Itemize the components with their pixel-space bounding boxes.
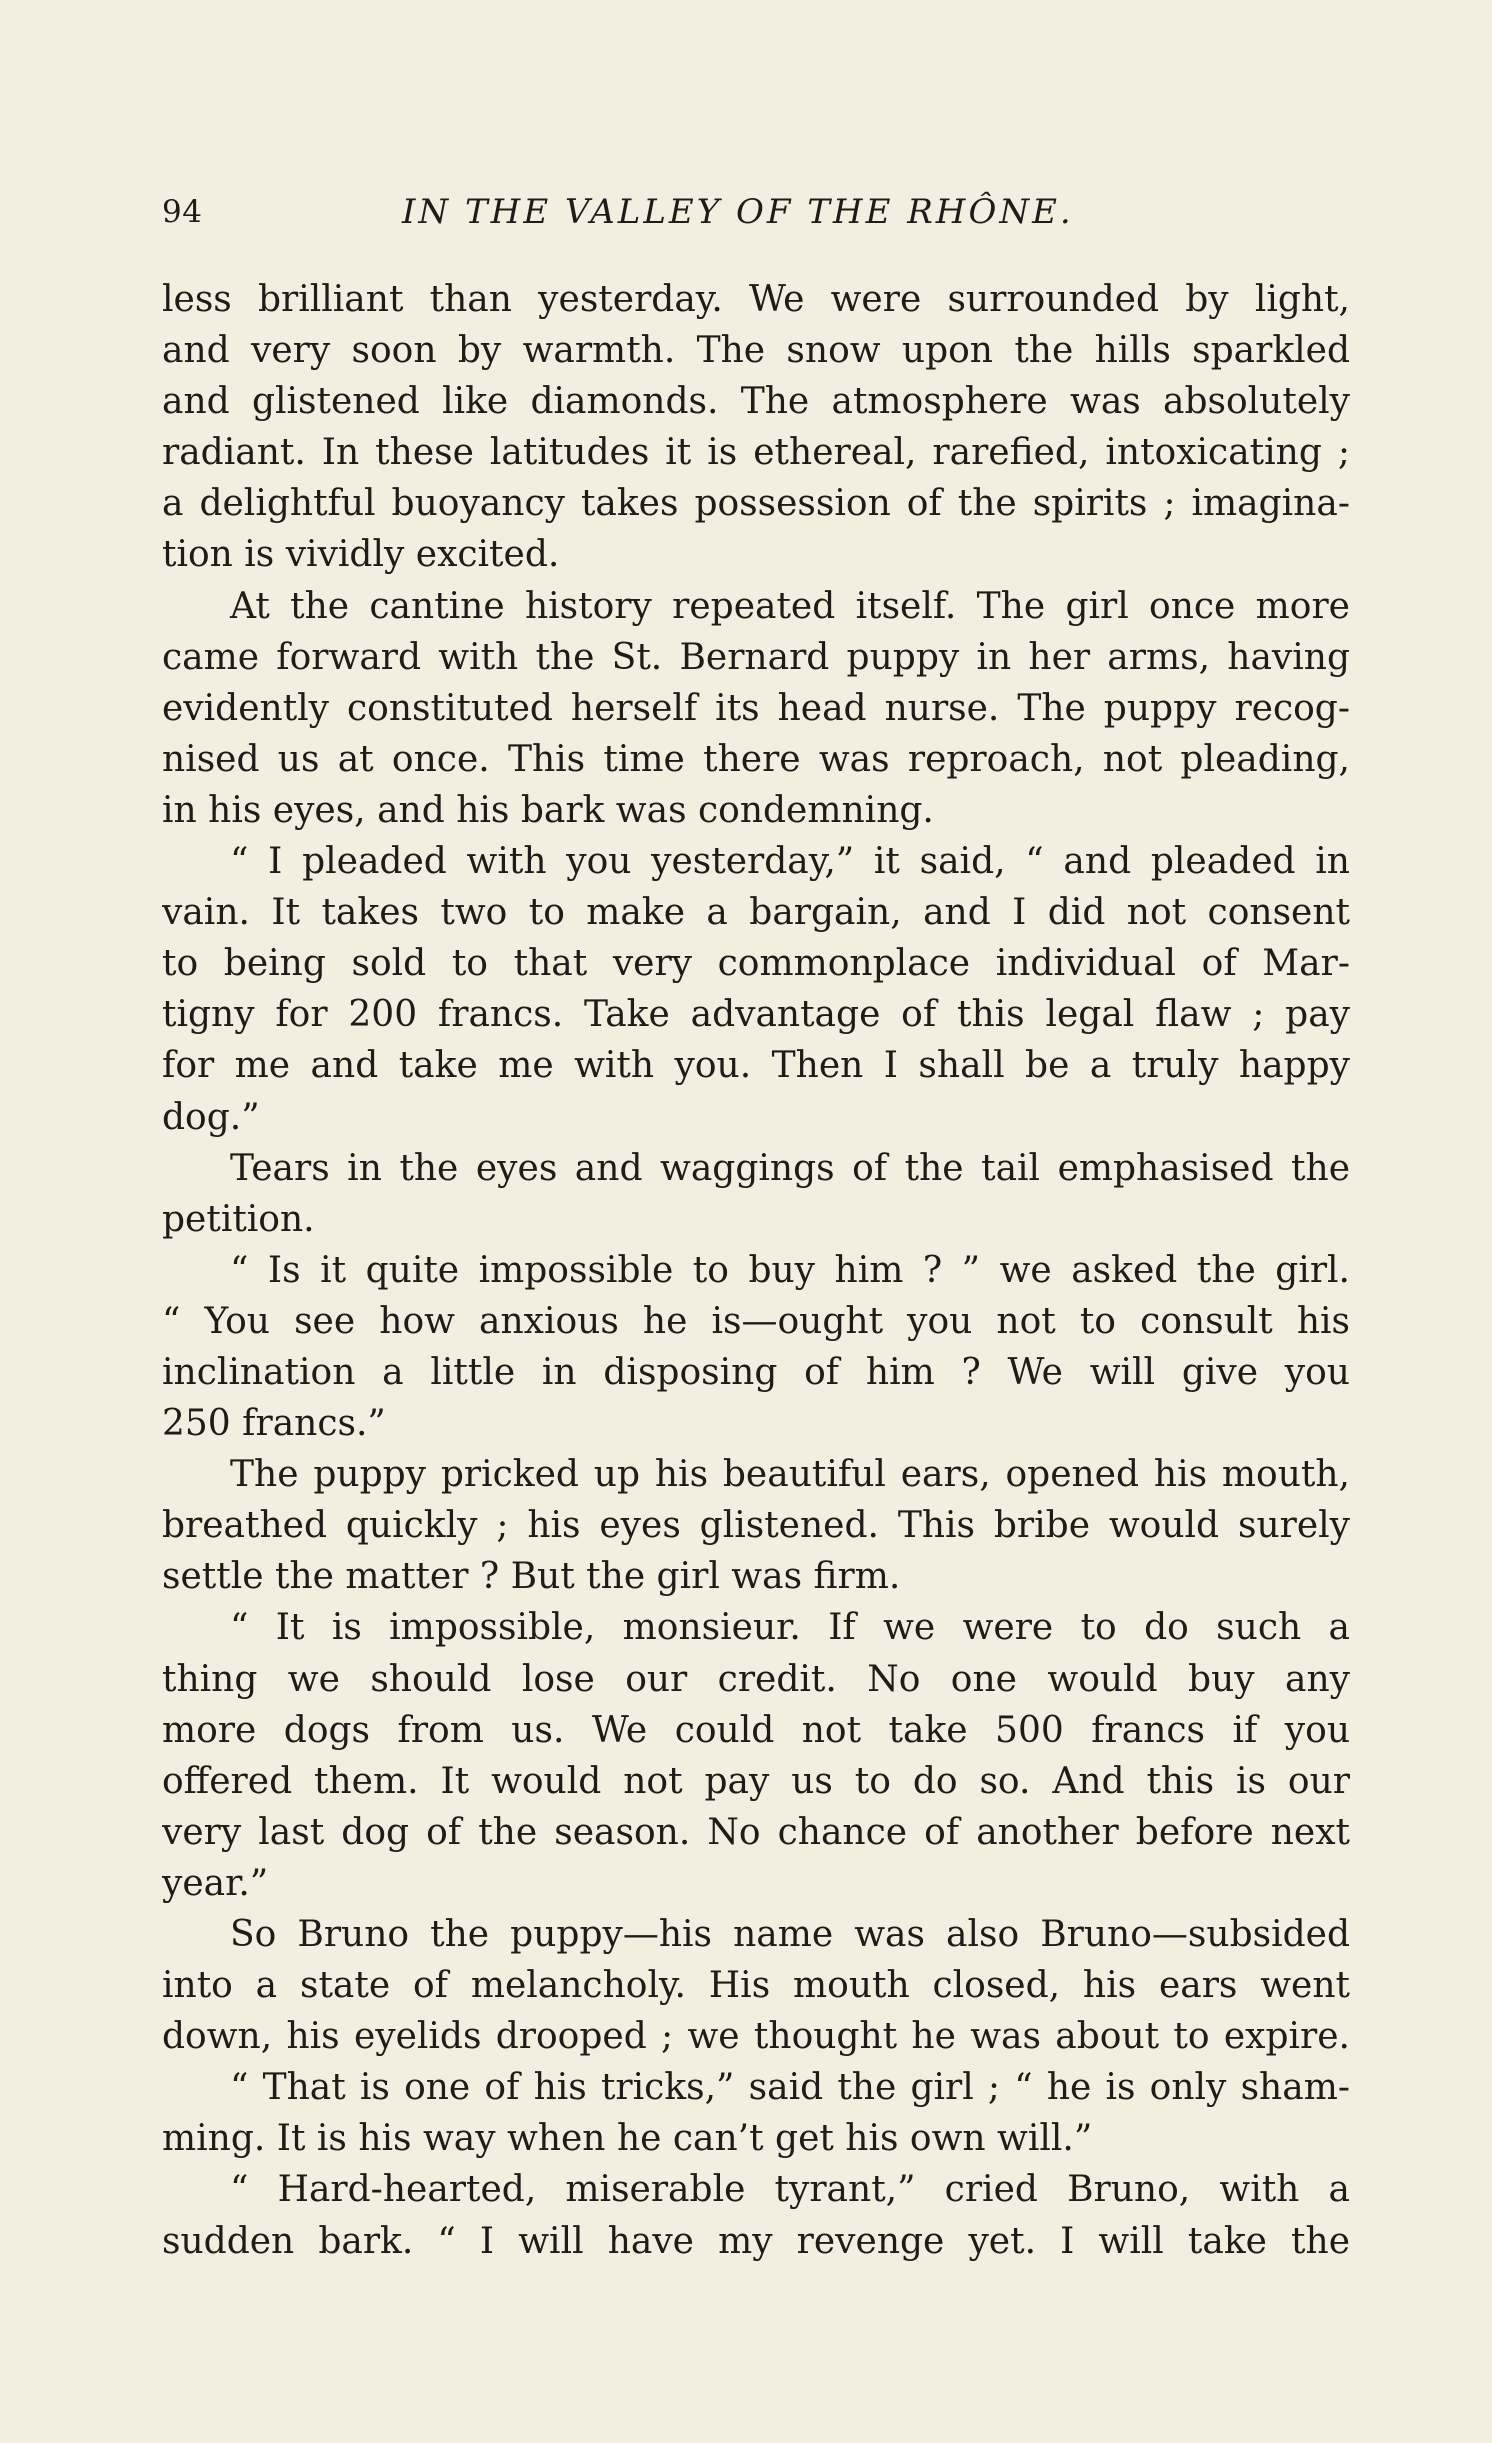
text-line: a delightful buoyancy takes possession of the spirits ; imagina- <box>162 483 1350 525</box>
text-line: “ That is one of his tricks,” said the girl ; “ he is only sham- <box>230 2067 1350 2109</box>
text-line: tigny for 200 francs. Take advantage of this legal flaw ; pay <box>162 994 1350 1036</box>
text-line: less brilliant than yesterday. We were surrounded by light, <box>162 279 1350 320</box>
text-line: “ I pleaded with you yesterday,” it said, “ and pleaded in <box>230 841 1350 883</box>
text-line: “ Is it quite impossible to buy him ? ” we asked the girl. <box>230 1249 1350 1291</box>
text-line: Tears in the eyes and waggings of the tail emphasised the <box>230 1147 1350 1189</box>
text-line: thing we should lose our credit. No one would buy any <box>162 1658 1350 1700</box>
text-line: dog.” <box>162 1096 260 1138</box>
text-line: for me and take me with you. Then I shall be a truly happy <box>162 1045 1350 1087</box>
text-line: and glistened like diamonds. The atmosphere was absolutely <box>162 381 1350 423</box>
text-line: breathed quickly ; his eyes glistened. This bribe would surely <box>162 1505 1350 1547</box>
text-line: offered them. It would not pay us to do so. And this is our <box>162 1760 1350 1802</box>
body-text <box>162 274 1350 2267</box>
text-line: and very soon by warmth. The snow upon the hills sparkled <box>162 330 1350 372</box>
text-line: nised us at once. This time there was reproach, not pleading, <box>162 738 1350 780</box>
text-line: sudden bark. “ I will have my revenge yet. I will take the <box>162 2220 1350 2262</box>
text-line: ming. It is his way when he can’t get his own will.” <box>162 2118 1093 2160</box>
text-line: So Bruno the puppy—his name was also Bruno—subsided <box>230 1914 1350 1955</box>
text-line: The puppy pricked up his beautiful ears, opened his mouth, <box>230 1454 1350 1496</box>
text-line: in his eyes, and his bark was condemning. <box>162 789 934 831</box>
text-line: tion is vividly excited. <box>162 534 560 576</box>
text-line: radiant. In these latitudes it is ethereal, rarefied, intoxicating ; <box>162 432 1350 474</box>
text-line: At the cantine history repeated itself. The girl once more <box>230 585 1350 627</box>
text-line: came forward with the St. Bernard puppy in her arms, having <box>162 636 1350 678</box>
text-line: very last dog of the season. No chance of another before next <box>162 1811 1350 1853</box>
text-line: vain. It takes two to make a bargain, and I did not consent <box>162 892 1350 934</box>
text-line: down, his eyelids drooped ; we thought he was about to expire. <box>162 2016 1350 2058</box>
text-line: petition. <box>162 1198 315 1240</box>
running-title: IN THE VALLEY OF THE RHÔNE. <box>402 192 1074 232</box>
text-line: 250 francs.” <box>162 1403 386 1445</box>
running-head <box>162 190 1350 234</box>
text-line: year.” <box>162 1862 269 1904</box>
text-line: inclination a little in disposing of him ? We will give you <box>162 1351 1350 1393</box>
text-line: to being sold to that very commonplace individual of Mar- <box>162 943 1350 985</box>
page-number: 94 <box>162 194 203 230</box>
text-line: settle the matter ? But the girl was firm. <box>162 1556 901 1598</box>
text-line: “ Hard-hearted, miserable tyrant,” cried Bruno, with a <box>230 2169 1350 2211</box>
text-line: “ It is impossible, monsieur. If we were to do such a <box>230 1607 1350 1649</box>
text-line: evidently constituted herself its head nurse. The puppy recog- <box>162 687 1350 729</box>
text-line: into a state of melancholy. His mouth closed, his ears went <box>162 1965 1350 2007</box>
text-line: more dogs from us. We could not take 500 francs if you <box>162 1709 1350 1751</box>
text-line: “ You see how anxious he is—ought you not to consult his <box>162 1300 1350 1342</box>
